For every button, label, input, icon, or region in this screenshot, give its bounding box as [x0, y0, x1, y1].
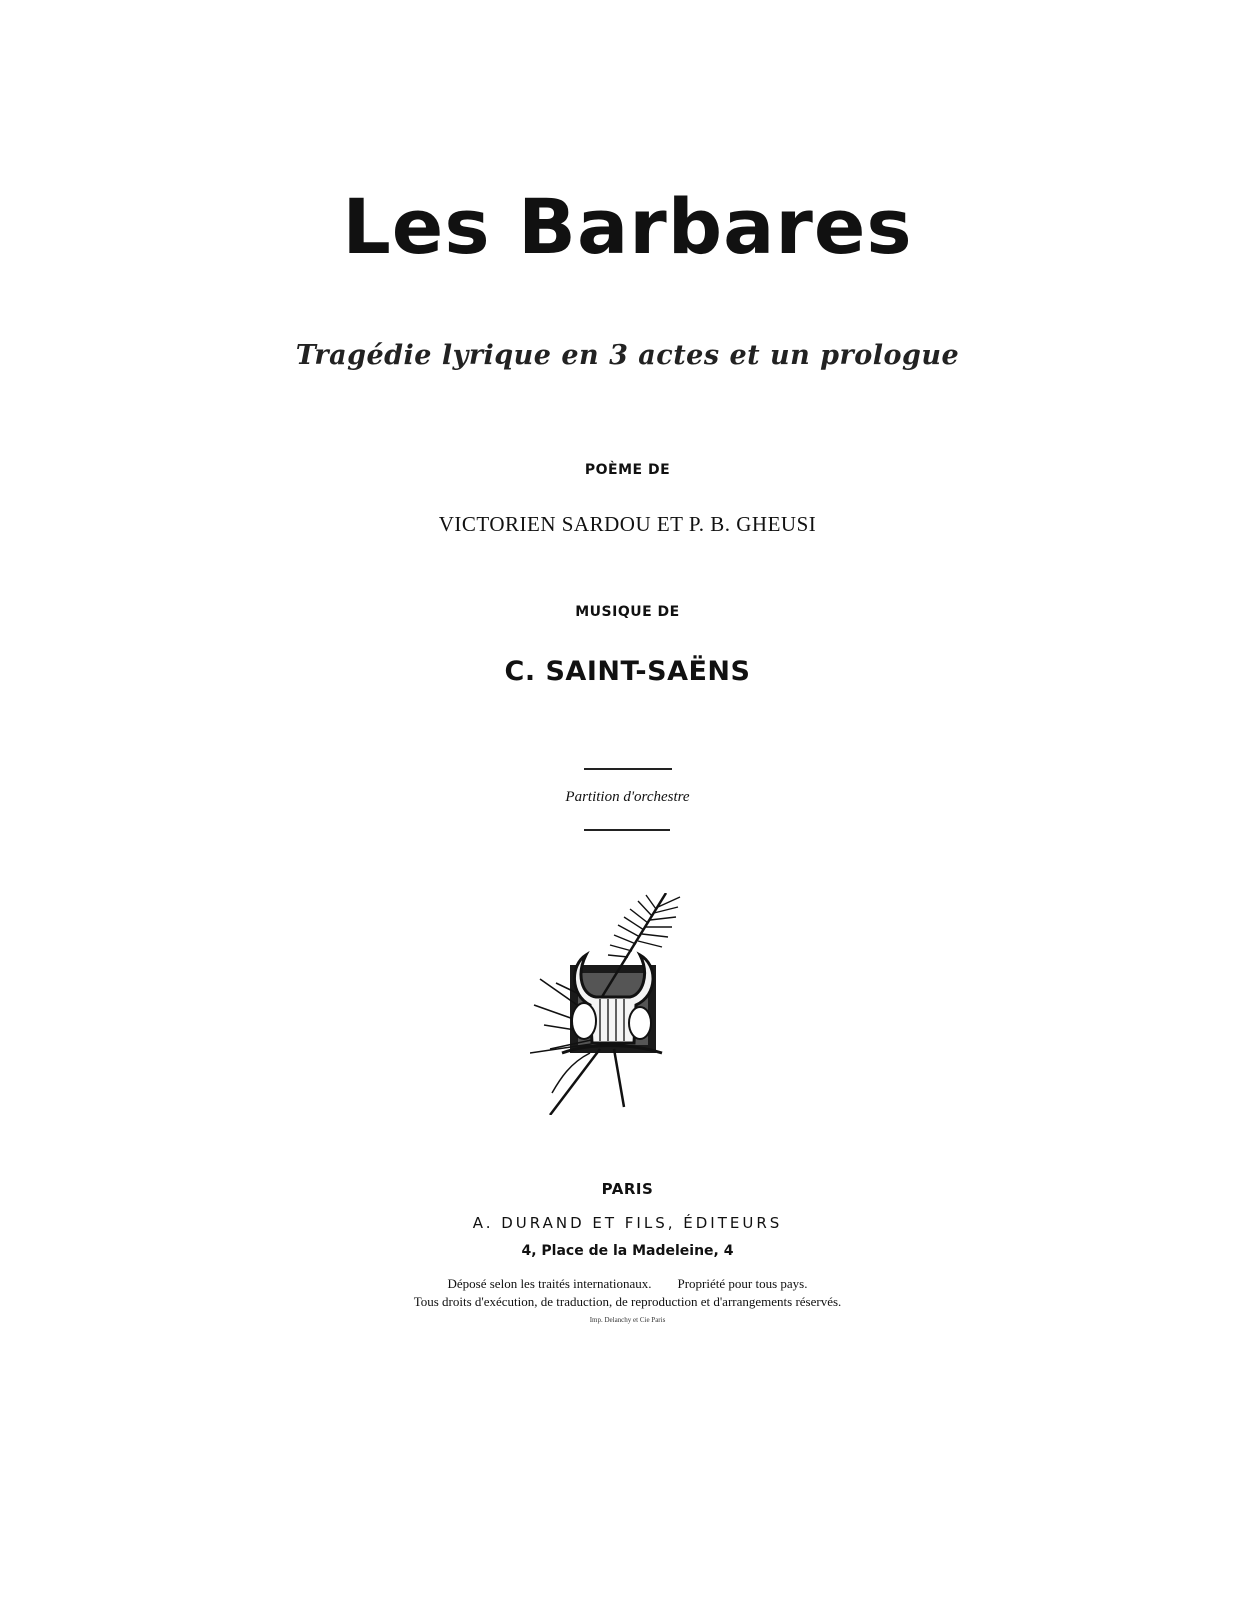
printer-credit: Imp. Delanchy et Cie Paris: [589, 1316, 666, 1324]
lyre-palm-vignette-icon: [530, 893, 690, 1115]
divider-bottom: [584, 829, 670, 831]
music-by-label: MUSIQUE DE: [575, 604, 680, 620]
imprint-publisher: A. DURAND ET FILS, ÉDITEURS: [472, 1214, 783, 1232]
librettists: VICTORIEN SARDOU ET P. B. GHEUSI: [438, 512, 817, 536]
subtitle: Tragédie lyrique en 3 actes et un prologue: [295, 340, 960, 371]
rights-line-1: [0, 1276, 1255, 1292]
divider-top: [584, 768, 672, 770]
poem-by-label: POÈME DE: [584, 462, 671, 478]
rights-deposit: Déposé selon les traités internationaux.: [447, 1276, 652, 1291]
edition-label: Partition d'orchestre: [565, 789, 690, 805]
page-title: Les Barbares: [342, 182, 913, 271]
composer: C. SAINT-SAËNS: [504, 656, 751, 687]
rights-property: Propriété pour tous pays.: [677, 1276, 808, 1291]
imprint-city: PARIS: [601, 1180, 654, 1198]
rights-line-2: Tous droits d'exécution, de traduction, de reproduction et d'arrangements réservés.: [413, 1294, 842, 1309]
imprint-address: 4, Place de la Madeleine, 4: [521, 1243, 734, 1259]
